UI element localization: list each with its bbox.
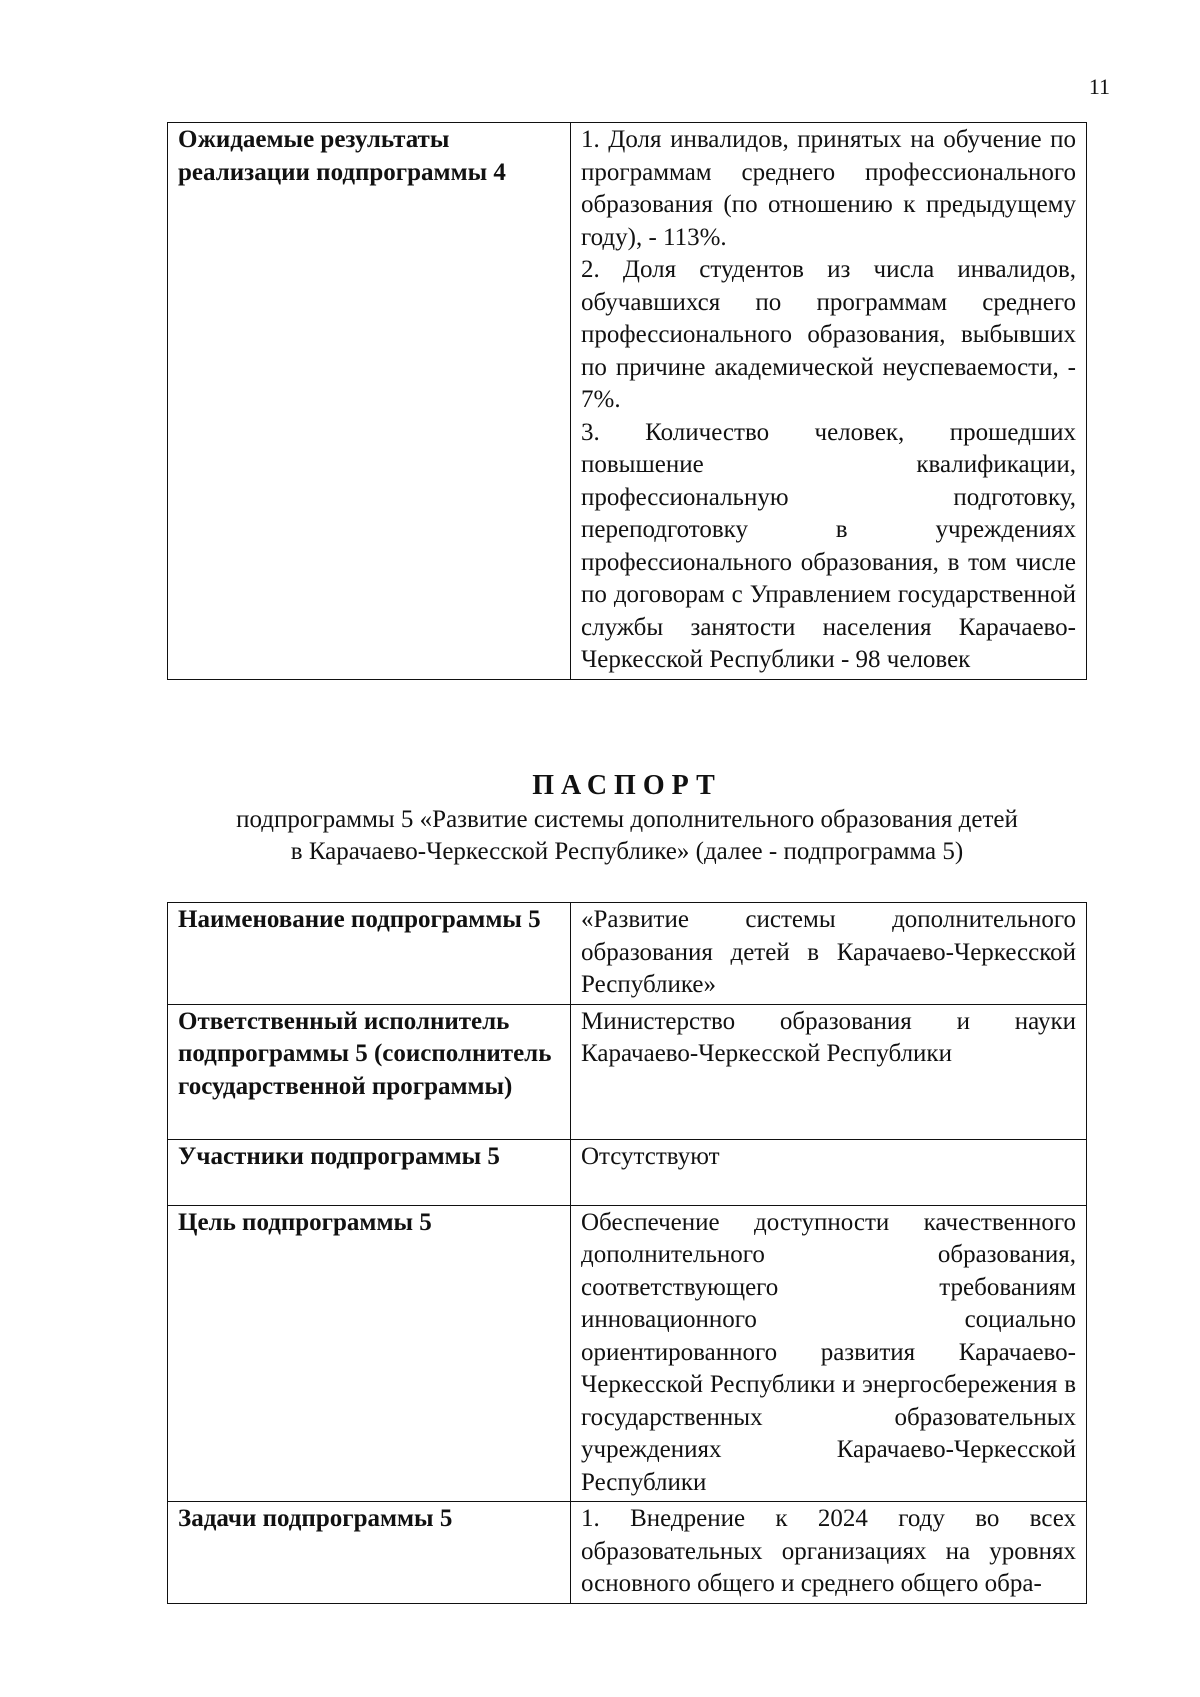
table-row: [168, 1205, 1087, 1502]
row-value-goal: Обеспечение доступности качественного дополнительного образования, соответствующего требованиям инновационного социально ориентированного развития Карачаево-Черкесской Республики и энергосбережения в государственных образовательных учреждениях Карачаево-Черкесской Республики: [571, 1205, 1087, 1502]
table-row: [168, 1139, 1087, 1205]
row-value-name: «Развитие системы дополнительного образования детей в Карачаево-Черкесской Республике»: [571, 903, 1087, 1005]
row-value-tasks: 1. Внедрение к 2024 году во всех образовательных организациях на уровнях основного общего и среднего общего обра-: [571, 1502, 1087, 1604]
passport-table: [167, 902, 1087, 1604]
table-row: [168, 123, 1087, 680]
passport-subtitle-line1: подпрограммы 5 «Развитие системы дополнительного образования детей: [236, 806, 1018, 833]
row-value-executor: Министерство образования и науки Карачаево-Черкесской Республики: [571, 1004, 1087, 1139]
result-item-1: 1. Доля инвалидов, принятых на обучение по программам среднего профессионального образования (по отношению к предыдущему году), - 113%.: [581, 126, 1076, 251]
passport-title: ПАСПОРТ: [532, 770, 722, 801]
row-value-participants: Отсутствуют: [571, 1139, 1087, 1205]
table-row: [168, 1004, 1087, 1139]
passport-subtitle-line2: в Карачаево-Черкесской Республике» (далее - подпрограмма 5): [290, 838, 964, 865]
row-value: [571, 123, 1087, 680]
table-row: [168, 903, 1087, 1005]
row-label-tasks: Задачи подпрограммы 5: [168, 1502, 571, 1604]
table-row: [168, 1502, 1087, 1604]
result-item-3: 3. Количество человек, прошедших повышение квалификации, профессиональную подготовку, переподготовку в учреждениях профессионального образования, в том числе по договорам с Управлением государственной службы занятости населения Карачаево-Черкесской Республики - 98 человек: [581, 418, 1076, 673]
row-label-executor: Ответственный исполнитель подпрограммы 5 (соисполнитель государственной программы): [168, 1004, 571, 1139]
row-label-name: Наименование подпрограммы 5: [168, 903, 571, 1005]
page-number: 11: [1088, 74, 1110, 99]
row-label-goal: Цель подпрограммы 5: [168, 1205, 571, 1502]
row-label-participants: Участники подпрограммы 5: [168, 1139, 571, 1205]
passport-heading: [167, 768, 1087, 868]
expected-results-table: [167, 122, 1087, 680]
result-item-2: 2. Доля студентов из числа инвалидов, обучавшихся по программам среднего профессионального образования, выбывших по причине академической неуспеваемости, - 7%.: [581, 256, 1076, 413]
row-label: Ожидаемые результаты реализации подпрограммы 4: [168, 123, 571, 680]
